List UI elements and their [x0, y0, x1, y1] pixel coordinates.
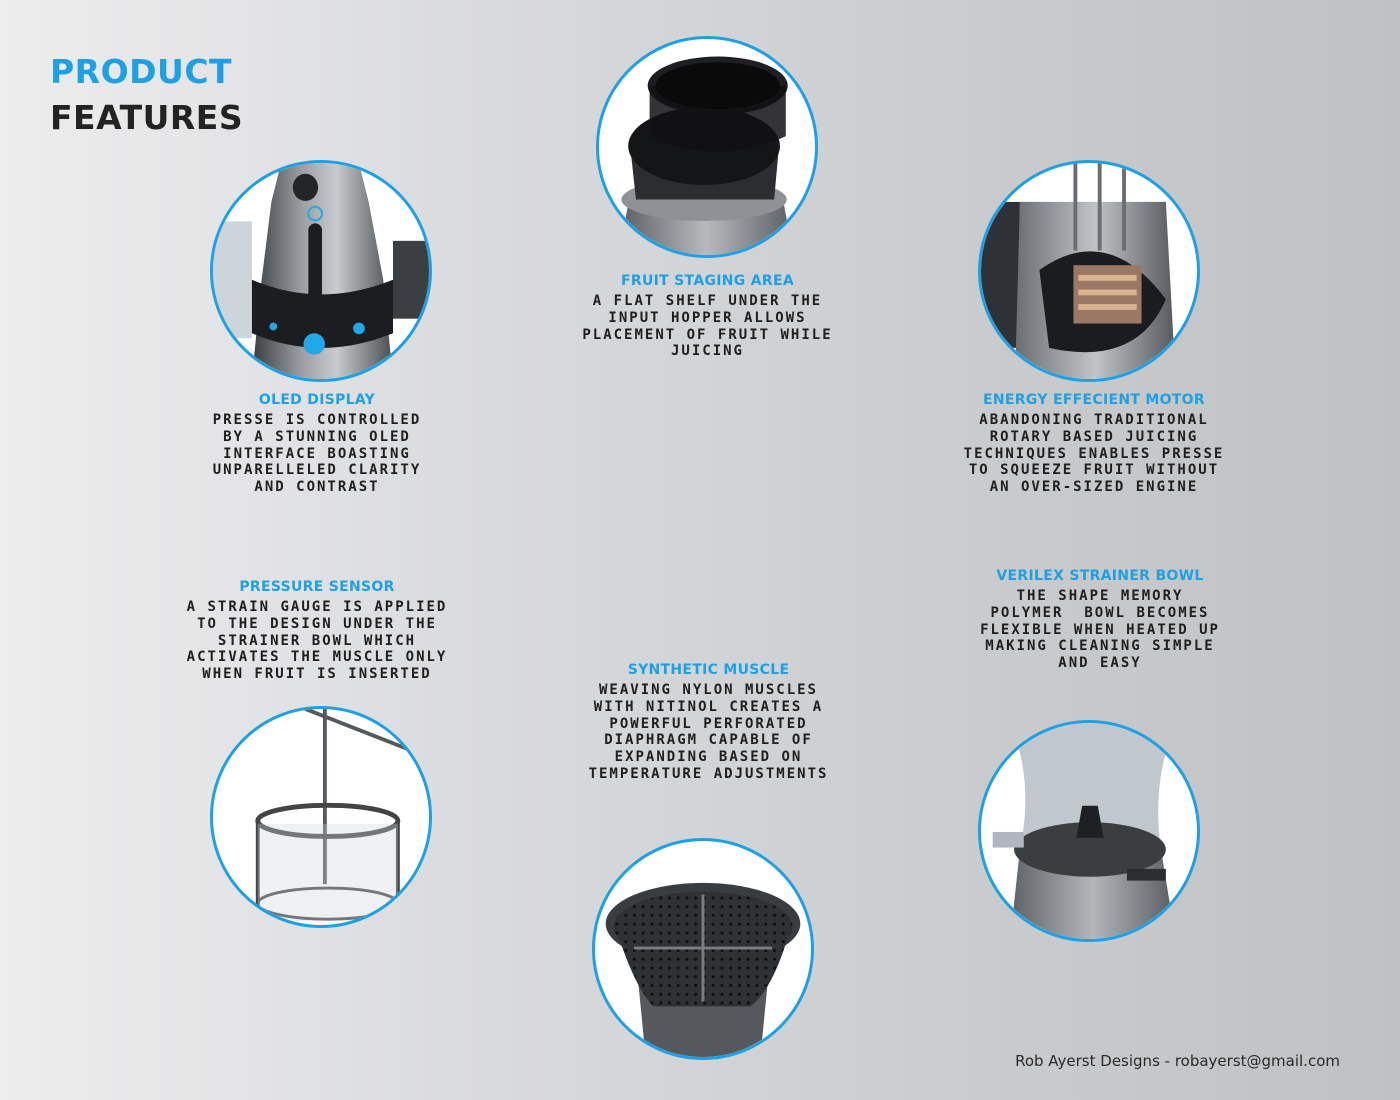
feature-title: VERILEX STRAINER BOWL	[996, 568, 1204, 584]
feature-text-line: WHEN FRUIT IS INSERTED	[202, 666, 432, 683]
feature-text-line: ABANDONING TRADITIONAL	[979, 412, 1209, 428]
designer-credit: Rob Ayerst Designs - robayerst@gmail.com	[1015, 1052, 1340, 1070]
feature-title: OLED DISPLAY	[258, 392, 376, 408]
feature-text-line: MAKING CLEANING SIMPLE	[985, 638, 1215, 655]
feature-text-line: TEMPERATURE ADJUSTMENTS	[588, 765, 829, 782]
feature-oled-display	[172, 392, 462, 496]
feature-strainer-bowl	[960, 568, 1240, 672]
feature-text-line: TO THE DESIGN UNDER THE	[197, 615, 437, 632]
feature-pressure-sensor	[172, 579, 462, 683]
synthetic-muscle-image	[592, 838, 814, 1060]
strain-gauge-frame-icon	[213, 709, 429, 925]
motor-cutaway-icon	[981, 163, 1197, 379]
feature-text-line: A FLAT SHELF UNDER THE	[592, 293, 823, 309]
feature-text-line: AN OVER-SIZED ENGINE	[989, 479, 1199, 496]
feature-text-line: FLEXIBLE WHEN HEATED UP	[980, 621, 1220, 638]
feature-text-line: ACTIVATES THE MUSCLE ONLY	[186, 649, 448, 666]
feature-text-line: TECHNIQUES ENABLES PRESSE	[963, 445, 1225, 462]
feature-text-line: THE SHAPE MEMORY	[1016, 588, 1184, 604]
input-hopper-icon	[599, 39, 815, 255]
feature-energy-motor	[944, 392, 1244, 496]
juicer-oled-display-icon	[213, 163, 429, 379]
feature-text-line: BY A STUNNING OLED	[223, 428, 411, 445]
feature-text-line: INPUT HOPPER ALLOWS	[608, 309, 807, 326]
motor-image	[978, 160, 1200, 382]
strainer-bowl-image	[978, 720, 1200, 942]
feature-text-line: EXPANDING BASED ON	[614, 749, 803, 766]
perforated-diaphragm-icon	[595, 841, 811, 1057]
feature-text-line: STRAINER BOWL WHICH	[217, 632, 417, 649]
pressure-sensor-image	[210, 706, 432, 928]
feature-title: SYNTHETIC MUSCLE	[627, 662, 790, 678]
strainer-bowl-icon	[981, 723, 1197, 939]
feature-text-line: DIAPHRAGM CAPABLE OF	[604, 732, 813, 749]
feature-text-line: AND CONTRAST	[254, 479, 380, 496]
feature-text-line: POWERFUL PERFORATED	[609, 715, 808, 732]
feature-text-line: PLACEMENT OF FRUIT WHILE	[582, 326, 833, 343]
feature-text-line: WEAVING NYLON MUSCLES	[598, 682, 818, 698]
feature-synthetic-muscle	[556, 662, 861, 783]
feature-text-line: INTERFACE BOASTING	[223, 445, 411, 462]
feature-text-line: POLYMER BOWL BECOMES	[990, 604, 1210, 621]
feature-text-line: AND EASY	[1058, 655, 1142, 672]
fruit-staging-image	[596, 36, 818, 258]
feature-fruit-staging	[560, 273, 855, 360]
feature-text-line: UNPARELLELED CLARITY	[212, 462, 422, 479]
feature-text-line: TO SQUEEZE FRUIT WITHOUT	[968, 462, 1220, 479]
feature-text-line: WITH NITINOL CREATES A	[593, 698, 824, 715]
feature-title: FRUIT STAGING AREA	[621, 273, 794, 289]
oled-display-image	[210, 160, 432, 382]
heading-product: PRODUCT	[50, 52, 233, 91]
feature-text-line: PRESSE IS CONTROLLED	[212, 412, 422, 428]
feature-title: PRESSURE SENSOR	[239, 579, 395, 595]
feature-text-line: ROTARY BASED JUICING	[989, 428, 1199, 445]
heading-features: FEATURES	[50, 98, 244, 137]
feature-text-line: JUICING	[670, 343, 744, 360]
feature-text-line: A STRAIN GAUGE IS APPLIED	[186, 599, 448, 615]
feature-title: ENERGY EFFECIENT MOTOR	[983, 392, 1205, 408]
